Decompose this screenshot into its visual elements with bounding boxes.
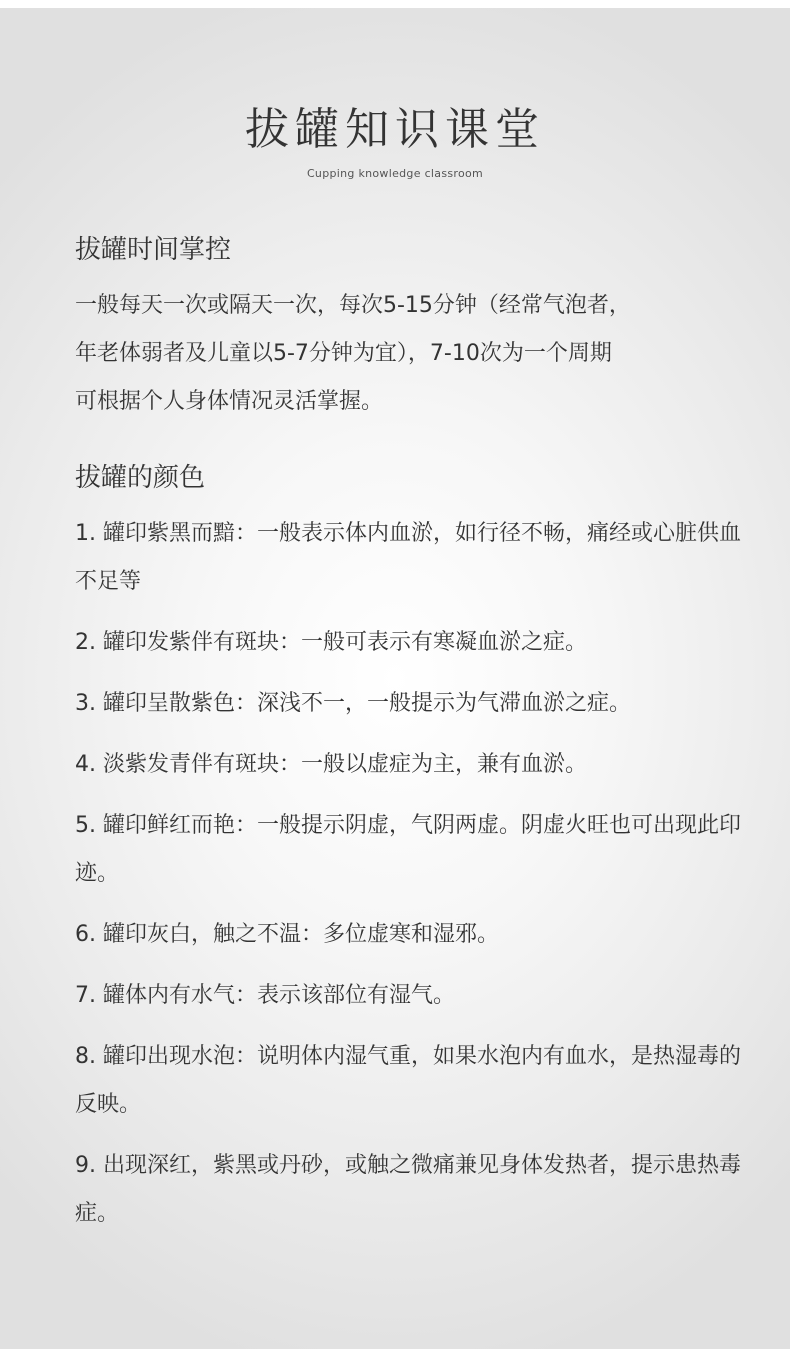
section-heading-cupping-color: 拔罐的颜色 xyxy=(75,463,206,493)
section-gap xyxy=(75,426,755,458)
content xyxy=(75,230,755,1251)
list-item: 6. 罐印灰白，触之不温：多位虚寒和湿邪。 xyxy=(75,922,499,947)
section-cupping-time xyxy=(75,230,755,426)
top-border xyxy=(0,0,790,8)
list-item: 7. 罐体内有水气：表示该部位有湿气。 xyxy=(75,983,455,1008)
list-item: 9. 出现深红，紫黑或丹砂，或触之微痛兼见身体发热者，提示患热毒症。 xyxy=(75,1153,741,1226)
section-cupping-color xyxy=(75,458,755,1238)
page-title: 拔罐知识课堂 xyxy=(245,104,545,155)
body-line: 年老体弱者及儿童以5-7分钟为宜），7-10次为一个周期 xyxy=(75,341,612,366)
bottom-border xyxy=(0,1349,790,1357)
list-item: 1. 罐印紫黑而黯：一般表示体内血淤，如行径不畅，痛经或心脏供血不足等 xyxy=(75,521,741,594)
section-body-cupping-time xyxy=(75,282,755,426)
list-item: 5. 罐印鲜红而艳：一般提示阴虚，气阴两虚。阴虚火旺也可出现此印迹。 xyxy=(75,813,741,886)
list-item: 2. 罐印发紫伴有斑块：一般可表示有寒凝血淤之症。 xyxy=(75,630,587,655)
body-line: 一般每天一次或隔天一次，每次5-15分钟（经常气泡者， xyxy=(75,293,631,318)
body-line: 可根据个人身体情况灵活掌握。 xyxy=(75,389,384,414)
color-list xyxy=(75,510,755,1238)
list-item: 3. 罐印呈散紫色：深浅不一，一般提示为气滞血淤之症。 xyxy=(75,691,631,716)
page-subtitle: Cupping knowledge classroom xyxy=(306,167,484,180)
list-item: 4. 淡紫发青伴有斑块：一般以虚症为主，兼有血淤。 xyxy=(75,752,587,777)
list-item: 8. 罐印出现水泡：说明体内湿气重，如果水泡内有血水，是热湿毒的反映。 xyxy=(75,1044,741,1117)
section-heading-cupping-time: 拔罐时间掌控 xyxy=(75,235,232,265)
